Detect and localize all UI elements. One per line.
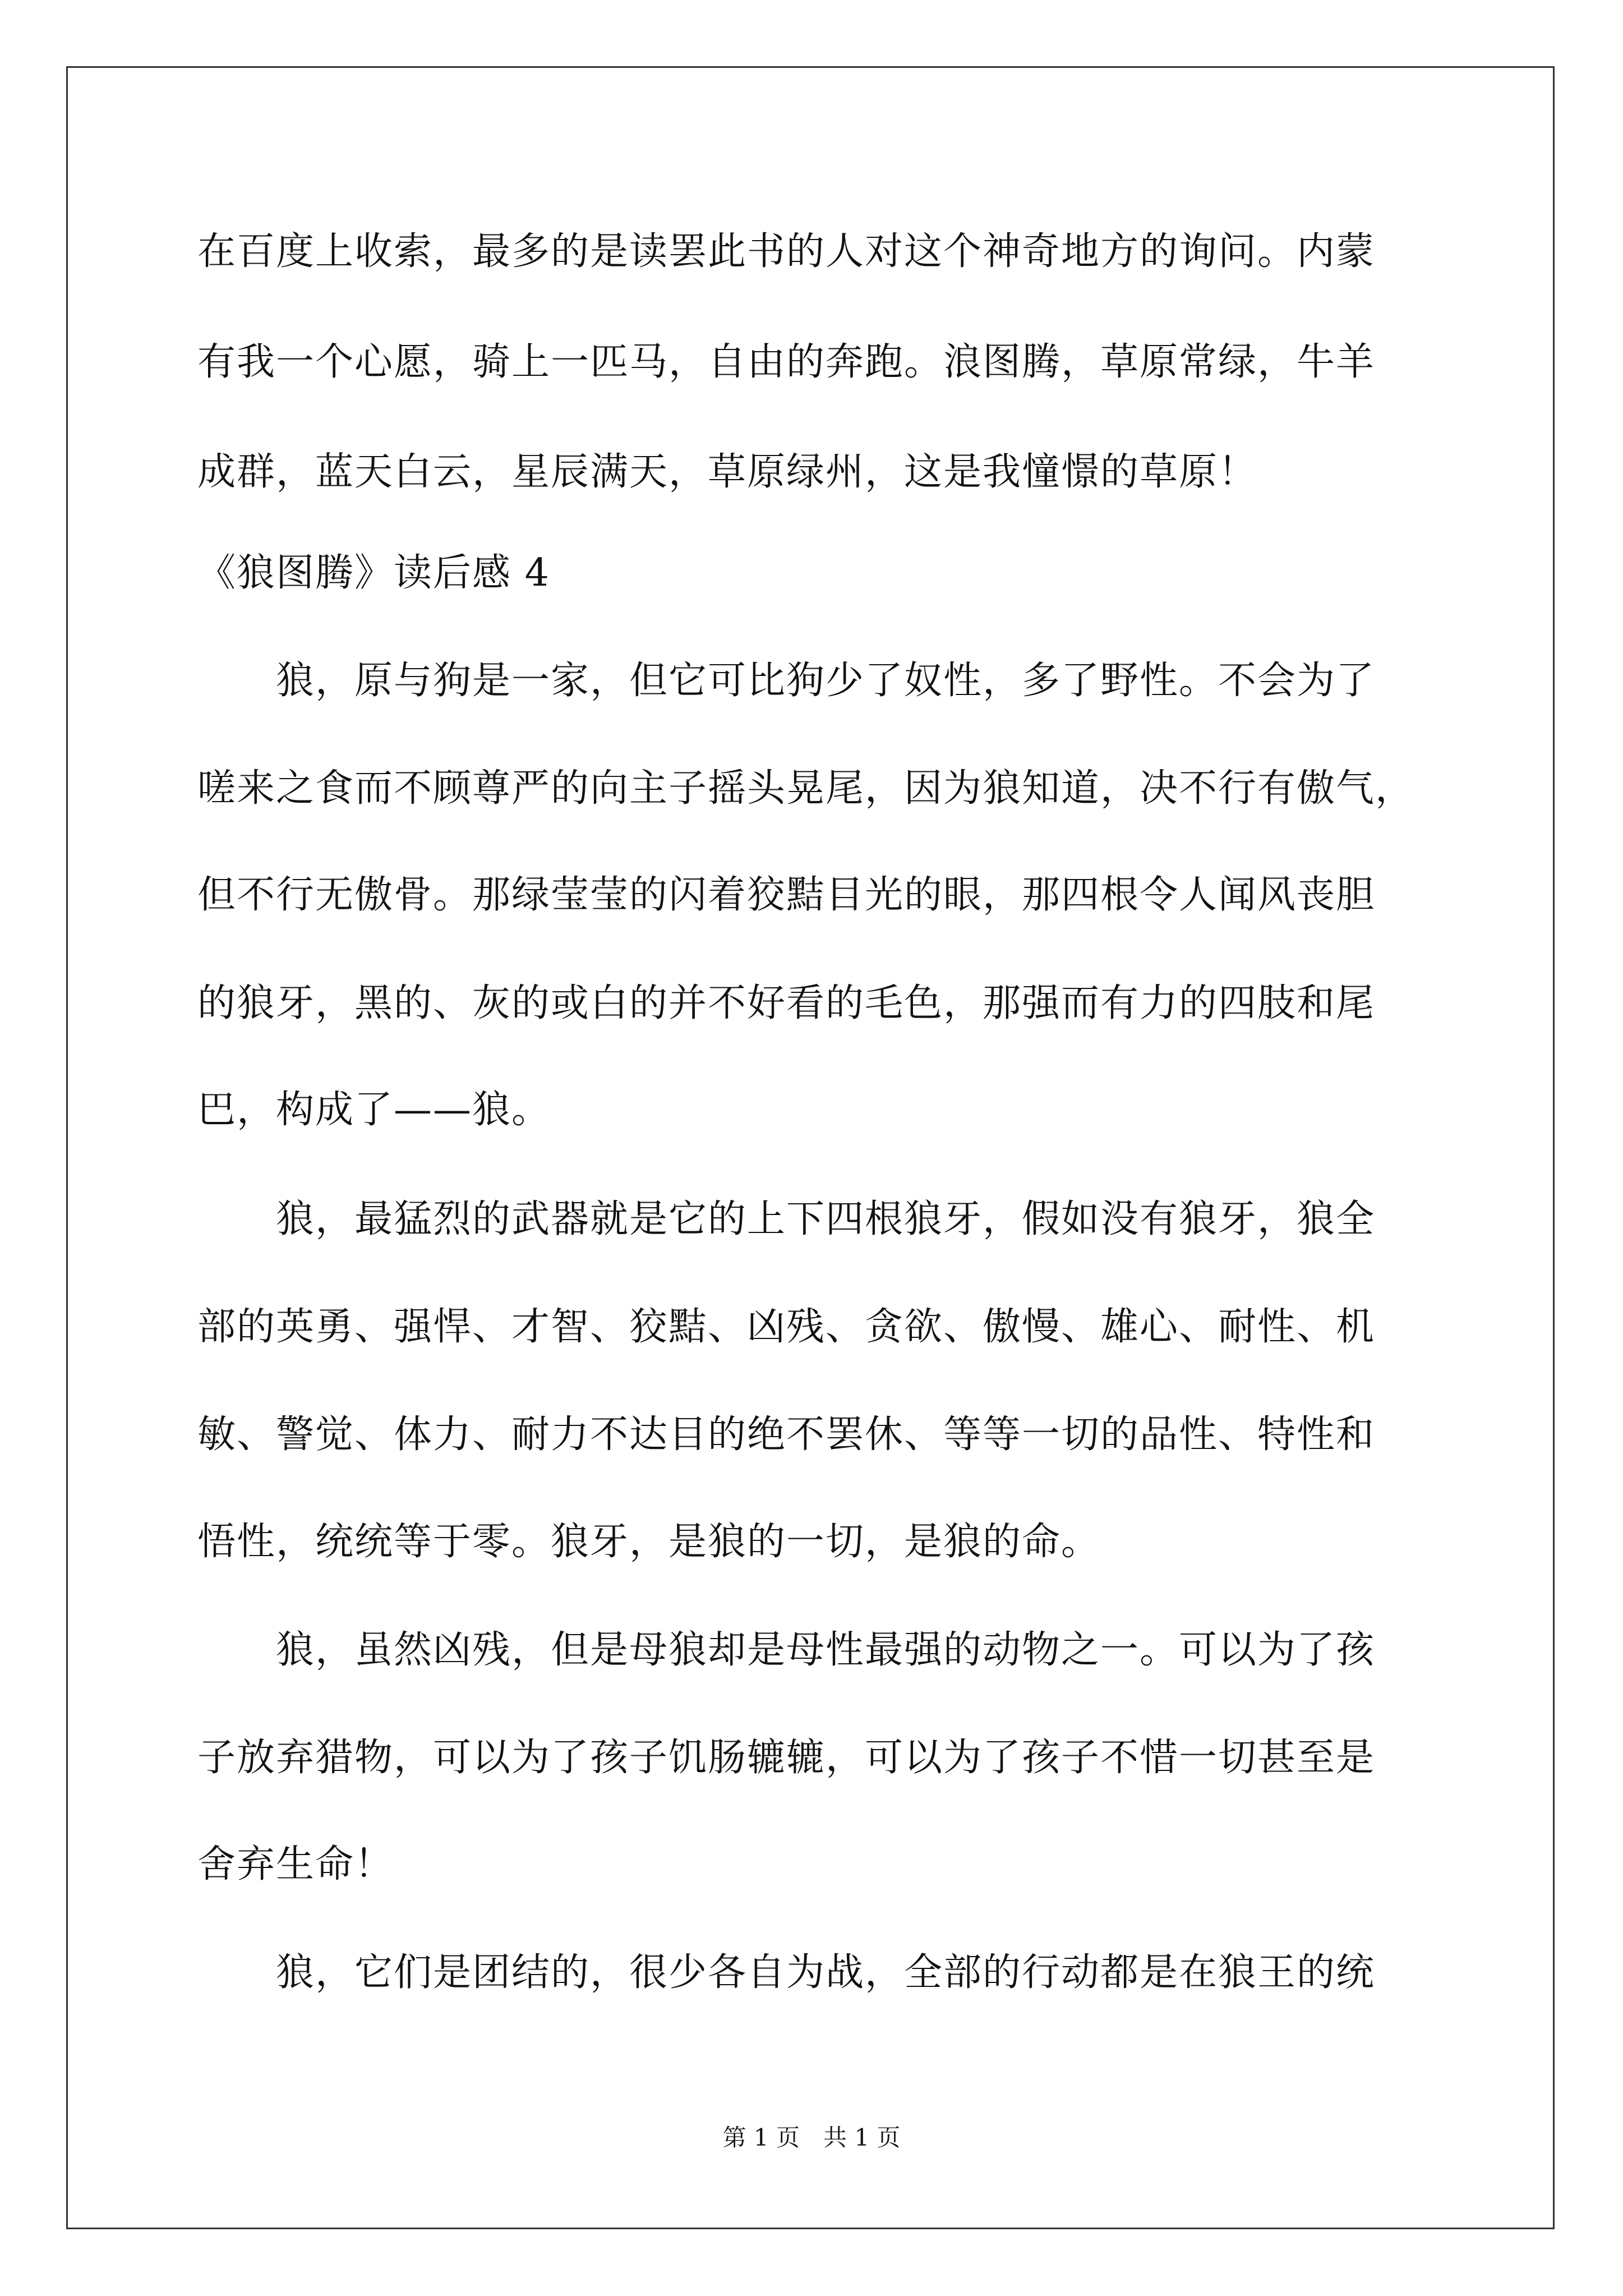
paragraph-line: 悟性，统统等于零。狼牙，是狼的一切，是狼的命。 [197, 1520, 1101, 1564]
paragraph-line: 部的英勇、强悍、才智、狡黠、凶残、贪欲、傲慢、雄心、耐性、机 [197, 1305, 1376, 1349]
paragraph-line: 狼，它们是团结的，很少各自为战，全部的行动都是在狼王的统 [276, 1950, 1376, 1995]
page-border [66, 66, 1555, 2229]
paragraph-line: 在百度上收索，最多的是读罢此书的人对这个神奇地方的询问。内蒙 [197, 229, 1376, 274]
paragraph-line: 有我一个心愿，骑上一匹马，自由的奔跑。浪图腾，草原常绿，牛羊 [197, 340, 1376, 384]
paragraph-line: 狼，最猛烈的武器就是它的上下四根狼牙，假如没有狼牙，狼全 [276, 1197, 1376, 1241]
paragraph-line: 巴，构成了——狼。 [197, 1088, 551, 1132]
paragraph-line: 狼，原与狗是一家，但它可比狗少了奴性，多了野性。不会为了 [276, 659, 1376, 703]
paragraph-line: 的狼牙，黑的、灰的或白的并不好看的毛色，那强而有力的四肢和尾 [197, 981, 1376, 1025]
paragraph-line: 成群，蓝天白云，星辰满天，草原绿州，这是我憧憬的草原！ [197, 450, 1258, 494]
paragraph-line: 舍弃生命！ [197, 1842, 394, 1887]
paragraph-line: 子放弃猎物，可以为了孩子饥肠辘辘，可以为了孩子不惜一切甚至是 [197, 1736, 1376, 1780]
section-heading: 《狼图腾》读后感 4 [197, 551, 550, 595]
page-number-footer: 第 1 页 共 1 页 [722, 2124, 901, 2151]
paragraph-line: 狼，虽然凶残，但是母狼却是母性最强的动物之一。可以为了孩 [276, 1628, 1376, 1672]
paragraph-line: 敏、警觉、体力、耐力不达目的绝不罢休、等等一切的品性、特性和 [197, 1412, 1376, 1457]
paragraph-line: 嗟来之食而不顾尊严的向主子摇头晃尾，因为狼知道，决不行有傲气， [197, 766, 1415, 811]
paragraph-line: 但不行无傲骨。那绿莹莹的闪着狡黠目光的眼，那四根令人闻风丧胆 [197, 873, 1376, 917]
